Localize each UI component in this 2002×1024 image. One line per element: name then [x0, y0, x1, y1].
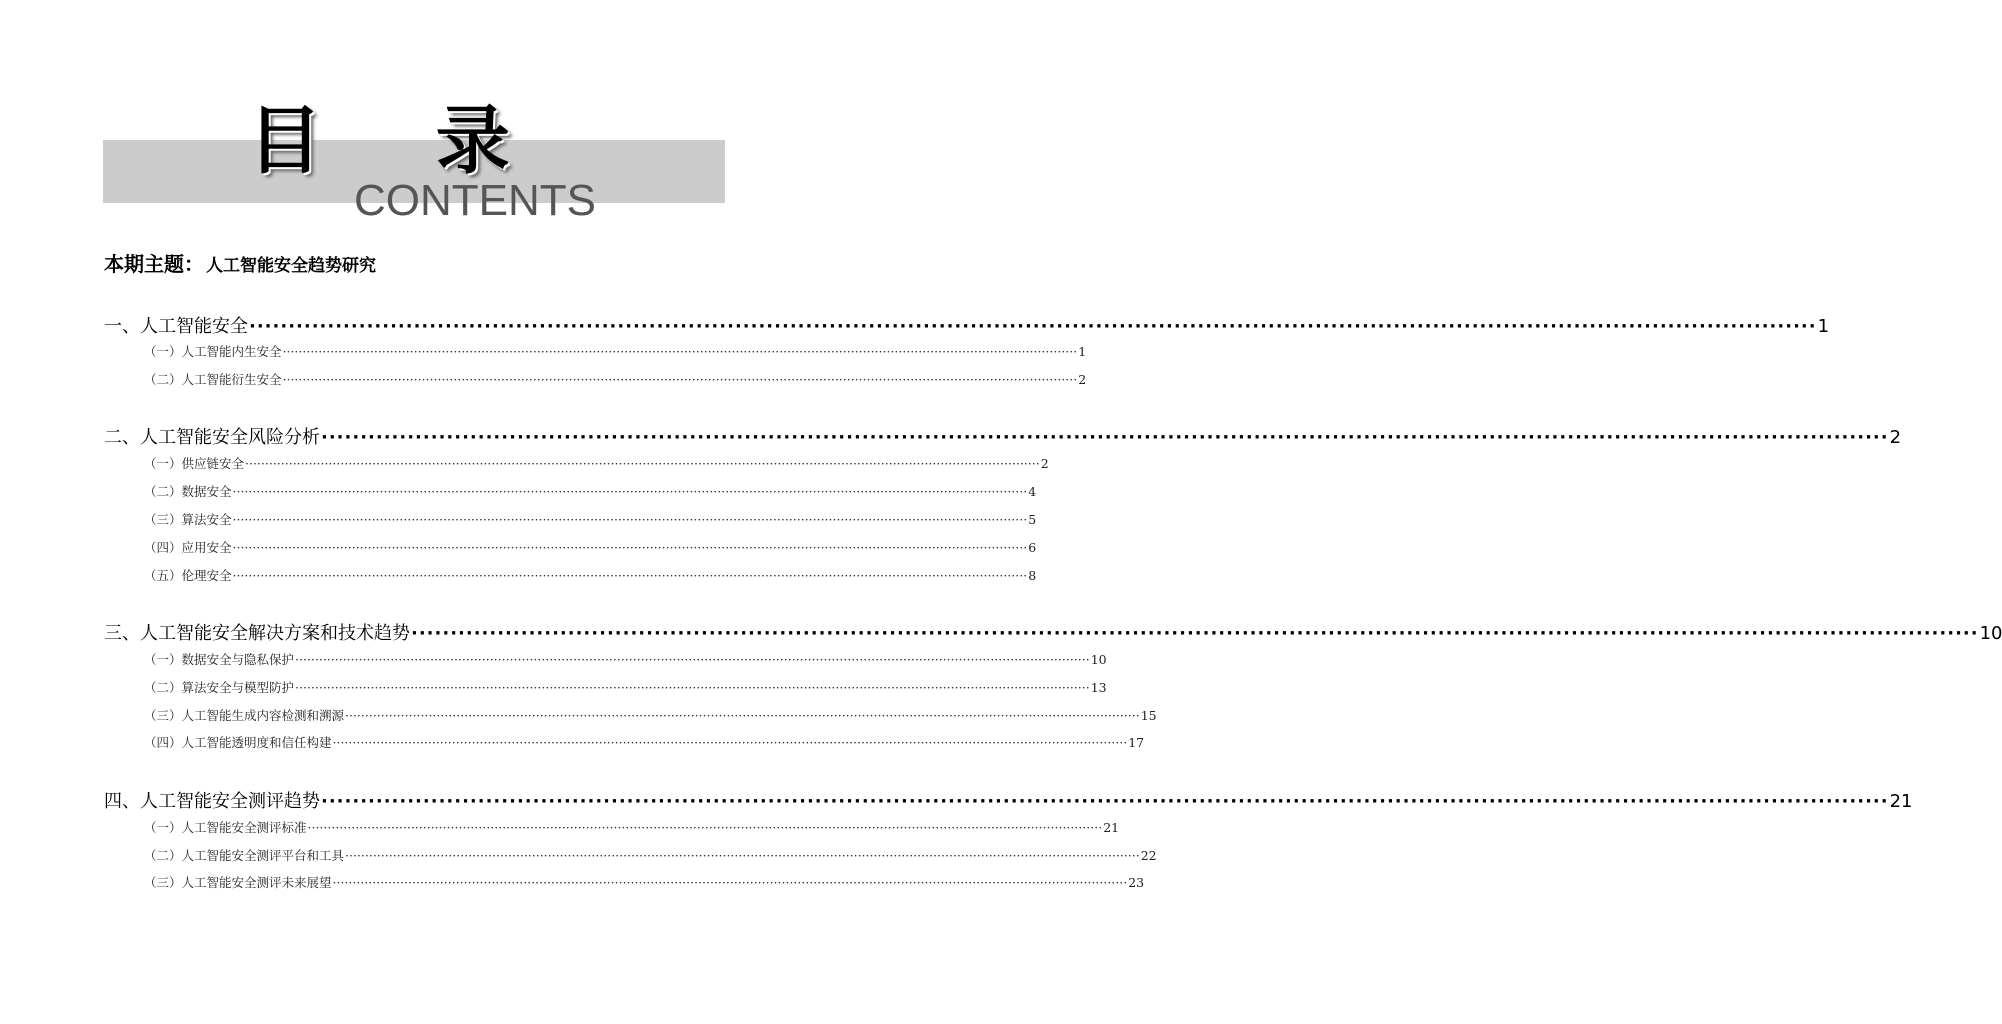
toc-page-number: 17	[1128, 735, 1145, 750]
dot-leader: ········································································································································································································	[295, 652, 1090, 667]
toc-page-number: 2	[1078, 372, 1087, 387]
toc-page-number: 6	[1028, 540, 1037, 555]
toc-item-2-4[interactable]	[144, 538, 1037, 556]
toc-item-3-4[interactable]	[144, 733, 1145, 751]
page-title: 目 录	[248, 98, 554, 184]
dot-leader: ········································································································································································································	[249, 316, 1817, 337]
toc-page-number: 8	[1028, 568, 1037, 583]
dot-leader: ········································································································································································································	[245, 456, 1040, 471]
toc-item-title: （二）人工智能安全测评平台和工具	[144, 848, 345, 863]
toc-page-number: 15	[1140, 708, 1157, 723]
toc-item-title: （二）数据安全	[144, 484, 232, 499]
toc-section-4[interactable]	[104, 787, 1913, 813]
dot-leader: ········································································································································································································	[295, 680, 1090, 695]
toc-page-number: 21	[1889, 791, 1913, 812]
dot-leader: ········································································································································································································	[332, 875, 1128, 890]
toc-page-number: 1	[1817, 316, 1830, 337]
dot-leader: ········································································································································································································	[232, 568, 1028, 583]
toc-item-title: （四）应用安全	[144, 540, 232, 555]
toc-section-title: 二、人工智能安全风险分析	[104, 427, 320, 448]
toc-page-number: 22	[1140, 848, 1157, 863]
toc-item-2-3[interactable]	[144, 510, 1037, 528]
toc-item-3-1[interactable]	[144, 650, 1107, 668]
toc-page-number: 23	[1128, 875, 1145, 890]
dot-leader: ········································································································································································································	[232, 484, 1028, 499]
toc-item-title: （一）供应链安全	[144, 456, 245, 471]
dot-leader: ········································································································································································································	[345, 848, 1140, 863]
toc-item-3-2[interactable]	[144, 678, 1107, 696]
toc-page-number: 4	[1028, 484, 1037, 499]
dot-leader: ········································································································································································································	[232, 512, 1028, 527]
toc-page-number: 2	[1889, 427, 1902, 448]
toc-item-4-3[interactable]	[144, 873, 1145, 891]
issue-theme	[104, 248, 376, 277]
toc-page-number: 1	[1078, 344, 1087, 359]
toc-item-title: （二）算法安全与模型防护	[144, 680, 295, 695]
toc-section-title: 三、人工智能安全解决方案和技术趋势	[104, 623, 410, 644]
toc-item-2-1[interactable]	[144, 454, 1049, 472]
dot-leader: ········································································································································································································	[282, 372, 1078, 387]
toc-page-number: 2	[1040, 456, 1049, 471]
toc-item-title: （一）数据安全与隐私保护	[144, 652, 295, 667]
toc-item-2-2[interactable]	[144, 482, 1037, 500]
toc-page-number: 5	[1028, 512, 1037, 527]
dot-leader: ········································································································································································································	[282, 344, 1078, 359]
dot-leader: ········································································································································································································	[345, 708, 1140, 723]
toc-section-title: 一、人工智能安全	[104, 316, 248, 337]
dot-leader: ········································································································································································································	[232, 540, 1028, 555]
dot-leader: ········································································································································································································	[307, 820, 1103, 835]
dot-leader: ········································································································································································································	[332, 735, 1128, 750]
toc-item-1-2[interactable]	[144, 370, 1087, 388]
toc-section-3[interactable]	[104, 619, 2002, 645]
toc-page-number: 10	[1090, 652, 1107, 667]
toc-section-title: 四、人工智能安全测评趋势	[104, 791, 320, 812]
theme-value: 人工智能安全趋势研究	[206, 256, 376, 276]
toc-item-2-5[interactable]	[144, 566, 1037, 584]
toc-section-1[interactable]	[104, 312, 1830, 338]
toc-item-4-2[interactable]	[144, 846, 1157, 864]
toc-item-title: （三）人工智能生成内容检测和溯源	[144, 708, 345, 723]
toc-section-2[interactable]	[104, 423, 1902, 449]
dot-leader: ········································································································································································································	[321, 791, 1889, 812]
toc-item-title: （四）人工智能透明度和信任构建	[144, 735, 332, 750]
toc-item-title: （二）人工智能衍生安全	[144, 372, 282, 387]
theme-label: 本期主题：	[104, 252, 204, 276]
dot-leader: ········································································································································································································	[411, 623, 1979, 644]
toc-item-title: （五）伦理安全	[144, 568, 232, 583]
toc-item-1-1[interactable]	[144, 342, 1087, 360]
toc-item-4-1[interactable]	[144, 818, 1120, 836]
toc-item-title: （三）算法安全	[144, 512, 232, 527]
toc-item-title: （一）人工智能内生安全	[144, 344, 282, 359]
toc-page-number: 21	[1103, 820, 1120, 835]
toc-item-3-3[interactable]	[144, 706, 1157, 724]
toc-item-title: （一）人工智能安全测评标准	[144, 820, 307, 835]
toc-item-title: （三）人工智能安全测评未来展望	[144, 875, 332, 890]
dot-leader: ········································································································································································································	[321, 427, 1889, 448]
toc-page-number: 13	[1090, 680, 1107, 695]
toc-page-number: 10	[1979, 623, 2002, 644]
page-subtitle: CONTENTS	[354, 176, 596, 225]
